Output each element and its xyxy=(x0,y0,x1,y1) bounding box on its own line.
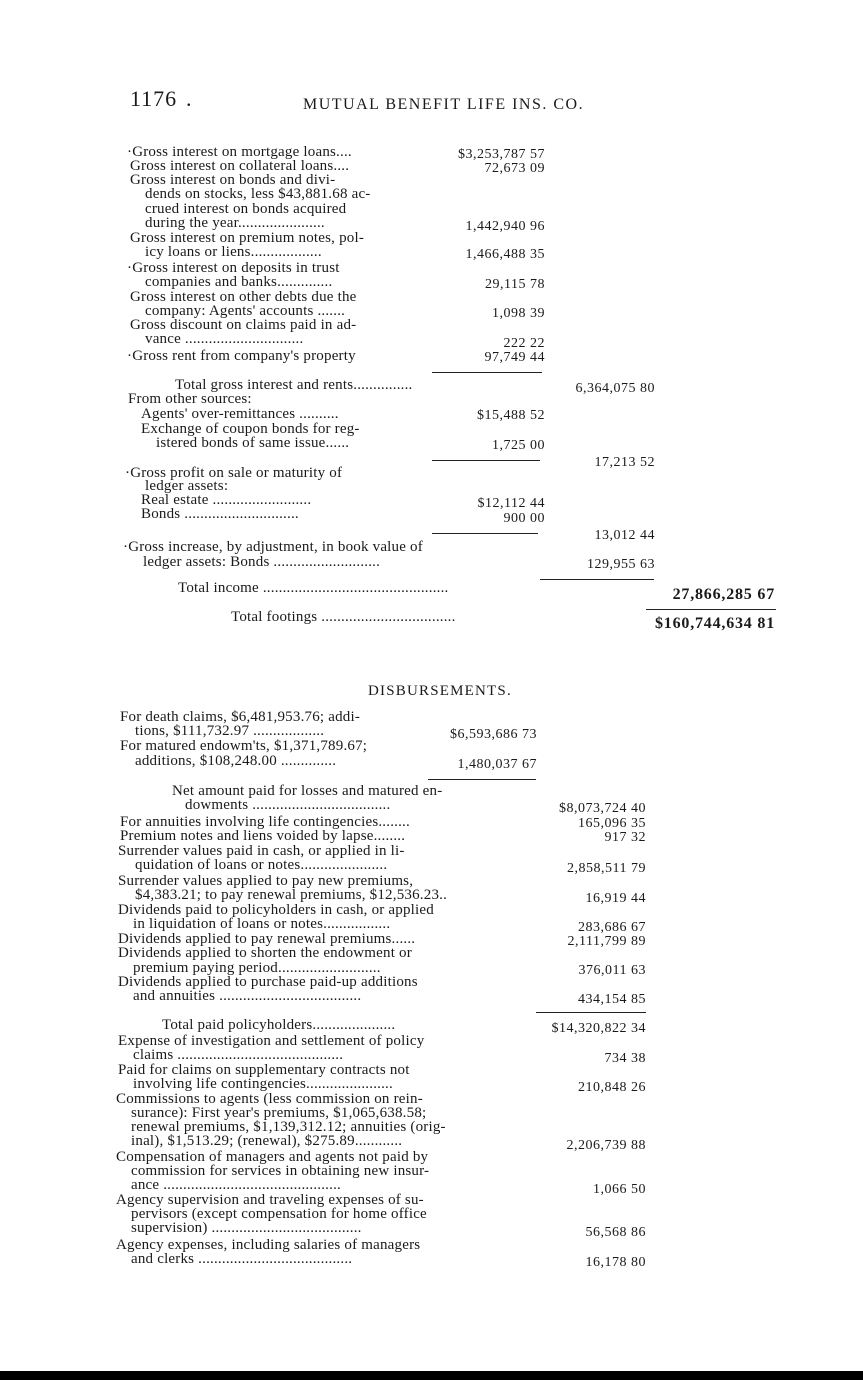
income-amount: 97,749 44 xyxy=(484,350,545,365)
rule xyxy=(428,779,536,780)
disbursement-amount: 56,568 86 xyxy=(585,1225,646,1240)
disbursement-line: supervision) ...................................... xyxy=(131,1220,362,1236)
increase-line: ledger assets: Bonds ........................... xyxy=(143,554,381,570)
disbursement-amount: 2,858,511 79 xyxy=(567,861,646,876)
increase-line: ·Gross increase, by adjustment, in book value of xyxy=(123,539,423,555)
disbursement-line: and clerks ....................................... xyxy=(131,1251,353,1267)
page-title: MUTUAL BENEFIT LIFE INS. CO. xyxy=(303,96,585,113)
disbursement-line: Dividends applied to pay renewal premiums...... xyxy=(118,931,416,947)
disbursement-amount: 917 32 xyxy=(604,830,646,845)
disbursement-amount: 2,206,739 88 xyxy=(566,1138,646,1153)
disbursement-line: Agency expenses, including salaries of managers xyxy=(116,1237,421,1253)
agents-over-remittances: Agents' over-remittances .......... xyxy=(141,406,339,422)
income-line: Gross interest on premium notes, pol- xyxy=(130,230,365,246)
rule xyxy=(432,372,542,373)
income-amount: 222 22 xyxy=(503,336,545,351)
income-line: company: Agents' accounts ....... xyxy=(145,303,346,319)
endowment-line: For matured endowm'ts, $1,371,789.67; xyxy=(120,738,368,754)
income-amount: 29,115 78 xyxy=(485,277,545,292)
disbursement-line: Dividends applied to shorten the endowment or xyxy=(118,945,412,961)
income-amount: 1,442,940 96 xyxy=(465,219,545,234)
exchange-line: istered bonds of same issue...... xyxy=(156,435,350,451)
rule xyxy=(646,609,776,610)
income-line: vance .............................. xyxy=(145,331,304,347)
profit-line: ledger assets: xyxy=(145,478,229,494)
total-paid-label: Total paid policyholders..................... xyxy=(162,1017,396,1033)
disbursement-line: Compensation of managers and agents not paid by xyxy=(116,1149,429,1165)
profit-total: 13,012 44 xyxy=(594,528,655,543)
disbursement-amount: $8,073,724 40 xyxy=(559,801,646,816)
disbursement-amount: 165,096 35 xyxy=(578,816,646,831)
disbursement-line: Surrender values applied to pay new premiums, xyxy=(118,873,414,889)
disbursement-line: dowments ................................... xyxy=(185,797,391,813)
total-footings-value: $160,744,634 81 xyxy=(655,615,775,632)
profit-line: ·Gross profit on sale or maturity of xyxy=(125,465,343,481)
income-line: dends on stocks, less $43,881.68 ac- xyxy=(145,186,371,202)
disbursement-line: commission for services in obtaining new insur- xyxy=(131,1163,430,1179)
rule xyxy=(432,533,538,534)
income-line: companies and banks.............. xyxy=(145,274,333,290)
disbursement-line: Premium notes and liens voided by lapse........ xyxy=(120,828,406,844)
income-amount: $3,253,787 57 xyxy=(458,147,545,162)
disbursement-amount: 2,111,799 89 xyxy=(567,934,646,949)
income-line: ·Gross rent from company's property xyxy=(127,348,356,364)
endowment-value: 1,480,037 67 xyxy=(457,757,537,772)
from-other-sources: From other sources: xyxy=(128,391,252,407)
disbursement-amount: 1,066 50 xyxy=(593,1182,646,1197)
disbursement-line: claims .......................................... xyxy=(133,1047,344,1063)
total-income-label: Total income ............................................... xyxy=(178,580,449,596)
disbursement-line: Paid for claims on supplementary contracts not xyxy=(118,1062,410,1078)
real-estate-label: Real estate ......................... xyxy=(141,492,312,508)
disbursement-line: Expense of investigation and settlement of policy xyxy=(118,1033,425,1049)
total-interest-value: 6,364,075 80 xyxy=(575,381,655,396)
increase-value: 129,955 63 xyxy=(587,557,655,572)
disbursement-line: For annuities involving life contingencies........ xyxy=(120,814,410,830)
disbursement-amount: 734 38 xyxy=(604,1051,646,1066)
disbursement-line: Surrender values paid in cash, or applied in li- xyxy=(118,843,405,859)
disbursement-line: involving life contingencies...................... xyxy=(133,1076,393,1092)
disbursement-line: $4,383.21; to pay renewal premiums, $12,536.23.. xyxy=(135,887,448,903)
page-number: 1176 xyxy=(130,86,178,111)
death-claims-value: $6,593,686 73 xyxy=(450,727,537,742)
death-claims-line: tions, $111,732.97 .................. xyxy=(135,723,325,739)
endowment-line: additions, $108,248.00 .............. xyxy=(135,753,337,769)
scan-border xyxy=(0,1371,863,1380)
other-sources-total: 17,213 52 xyxy=(594,455,655,470)
disbursement-amount: 16,178 80 xyxy=(585,1255,646,1270)
bonds-label: Bonds ............................. xyxy=(141,506,299,522)
rule xyxy=(536,1012,646,1013)
disbursement-line: Dividends applied to purchase paid-up additions xyxy=(118,974,418,990)
disbursement-amount: 283,686 67 xyxy=(578,920,646,935)
disbursement-line: ance ............................................. xyxy=(131,1177,341,1193)
total-income-value: 27,866,285 67 xyxy=(672,586,775,603)
disbursement-amount: 376,011 63 xyxy=(578,963,646,978)
income-line: Gross interest on bonds and divi- xyxy=(130,172,336,188)
income-amount: 1,466,488 35 xyxy=(465,247,545,262)
disbursement-line: surance): First year's premiums, $1,065,638.58; xyxy=(131,1105,427,1121)
disbursement-line: Dividends paid to policyholders in cash, or applied xyxy=(118,902,434,918)
total-interest-label: Total gross interest and rents............... xyxy=(175,377,413,393)
disbursement-line: Net amount paid for losses and matured en- xyxy=(172,783,443,799)
income-line: Gross discount on claims paid in ad- xyxy=(130,317,357,333)
disbursement-line: Commissions to agents (less commission on rein- xyxy=(116,1091,423,1107)
disbursement-amount: 434,154 85 xyxy=(578,992,646,1007)
disbursement-line: inal), $1,513.29; (renewal), $275.89............ xyxy=(131,1133,403,1149)
exchange-line: Exchange of coupon bonds for reg- xyxy=(141,421,360,437)
total-paid-value: $14,320,822 34 xyxy=(551,1021,646,1036)
total-footings-label: Total footings .................................. xyxy=(231,609,456,625)
disbursement-amount: 16,919 44 xyxy=(585,891,646,906)
agents-over-value: $15,488 52 xyxy=(477,408,545,423)
page-number-dot: . xyxy=(186,86,193,111)
death-claims-line: For death claims, $6,481,953.76; addi- xyxy=(120,709,361,725)
section-heading: DISBURSEMENTS. xyxy=(368,683,512,699)
income-line: during the year...................... xyxy=(145,215,325,231)
income-amount: 1,098 39 xyxy=(492,306,545,321)
disbursement-line: pervisors (except compensation for home office xyxy=(131,1206,427,1222)
disbursement-amount: 210,848 26 xyxy=(578,1080,646,1095)
income-line: ·Gross interest on deposits in trust xyxy=(127,260,340,276)
exchange-value: 1,725 00 xyxy=(492,438,545,453)
disbursement-line: and annuities .................................... xyxy=(133,988,362,1004)
income-line: ·Gross interest on mortgage loans.... xyxy=(127,144,352,160)
income-line: Gross interest on other debts due the xyxy=(130,289,357,305)
real-estate-value: $12,112 44 xyxy=(477,496,545,511)
income-line: icy loans or liens.................. xyxy=(145,244,322,260)
bonds-value: 900 00 xyxy=(503,511,545,526)
disbursement-line: renewal premiums, $1,139,312.12; annuities (orig- xyxy=(131,1119,446,1135)
income-line: crued interest on bonds acquired xyxy=(145,201,347,217)
disbursement-line: premium paying period.......................... xyxy=(133,960,381,976)
rule xyxy=(540,579,654,580)
disbursement-line: in liquidation of loans or notes................. xyxy=(133,916,391,932)
income-line: Gross interest on collateral loans.... xyxy=(130,158,350,174)
disbursement-line: Agency supervision and traveling expenses of su- xyxy=(116,1192,424,1208)
rule xyxy=(432,460,540,461)
income-amount: 72,673 09 xyxy=(484,161,545,176)
disbursement-line: quidation of loans or notes...................... xyxy=(135,857,388,873)
